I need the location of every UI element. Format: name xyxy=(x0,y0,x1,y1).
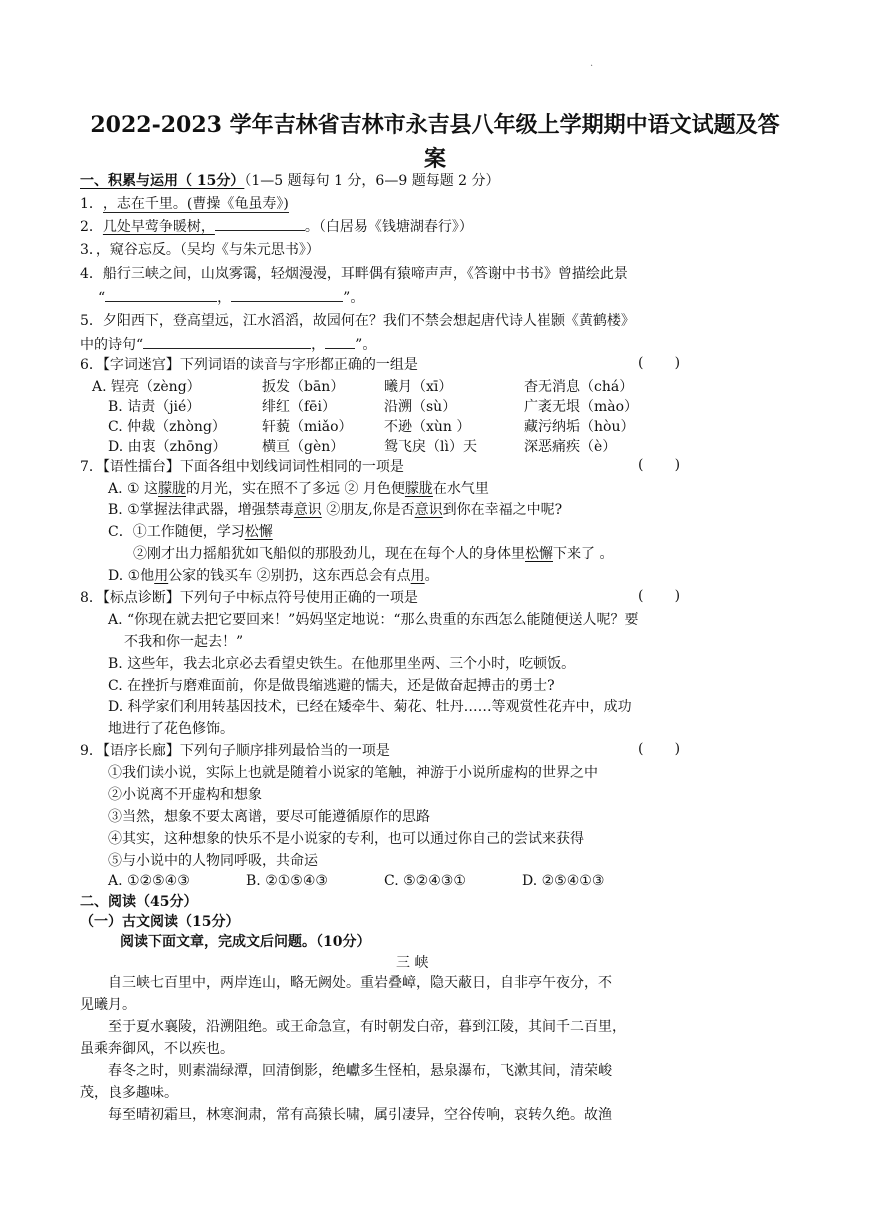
section1-note: （1—5 题每句 1 分，6—9 题每题 2 分） xyxy=(244,173,500,189)
question-5-line-2 xyxy=(80,334,376,355)
q4-blank-1[interactable] xyxy=(105,287,217,302)
q3-text: ，窥谷忘反。（吴均《与朱元思书》） xyxy=(95,242,320,258)
q7-b-part: 到你在幸福之中呢? xyxy=(442,502,563,518)
q6-c-2: 轩藐（miǎo） xyxy=(262,419,353,435)
q7-b-underlined-1: 意识 xyxy=(293,502,322,518)
q7-c-underlined-1: 松懈 xyxy=(244,524,273,540)
q7-a-part: 在水气里 xyxy=(432,481,489,497)
q9-item-1: ①我们读小说，实际上也就是随着小说家的笔触，神游于小说所虚构的世界之中 xyxy=(108,765,598,781)
q9-option-d: D. ②⑤④①③ xyxy=(522,873,605,889)
q6-answer-paren[interactable]: ( ) xyxy=(638,355,681,371)
q6-a-1: A. 锃亮（zèng） xyxy=(92,379,201,395)
q6-c-3: 不逊（xùn ） xyxy=(384,419,471,435)
q3-number: 3． xyxy=(80,242,96,258)
q8-answer-paren[interactable]: ( ) xyxy=(638,588,681,604)
q7-c-part: 下来了 。 xyxy=(553,546,614,562)
q9-answer-paren[interactable]: ( ) xyxy=(638,741,681,757)
q6-d-3: 鸳飞戾（lì）天 xyxy=(384,439,477,455)
q6-a-2: 扳发（bān） xyxy=(262,379,345,395)
title-line-1: 2022-2023 学年吉林省吉林市永吉县八年级上学期期中语文试题及答 xyxy=(90,112,780,138)
q6-d-2: 横亘（gèn） xyxy=(262,439,345,455)
q1-text: ，志在千里。(曹操《龟虽寿》) xyxy=(102,196,289,212)
q7-b-part: ②朋友,你是否 xyxy=(321,502,415,518)
question-6-stem: 6．【字词迷宫】下列词语的读音与字形都正确的一组是 xyxy=(80,357,418,373)
q7-d-part: 。 xyxy=(424,568,439,584)
q2-text-a: 几处早莺争暖树， xyxy=(102,219,215,235)
q2-blank[interactable] xyxy=(215,216,305,231)
q7-option-a xyxy=(108,479,489,499)
q7-option-c-1 xyxy=(108,522,273,542)
q9-option-c: C. ⑤②④③① xyxy=(384,873,466,889)
question-1 xyxy=(80,193,289,214)
q9-option-a: A. ①②⑤④③ xyxy=(108,873,190,889)
q2-text-b: 。（白居易《钱塘湖春行》） xyxy=(304,219,473,235)
section1-heading: 一、积累与运用（ 15分） xyxy=(80,173,245,189)
q7-c-part: ②刚才出力摇船犹如飞船似的那股劲儿，现在在每个人的身体里 xyxy=(133,546,525,562)
q8-option-a-1: A. “你现在就去把它要回来！”妈妈坚定地说：“那么贵重的东西怎么能随便送人呢？要 xyxy=(108,612,639,628)
q5-blank-2[interactable] xyxy=(325,334,355,349)
title-line-2: 案 xyxy=(423,146,446,172)
q7-d-underlined-2: 用 xyxy=(410,568,425,584)
question-5-line-1: 5．夕阳西下，登高望远，江水滔滔，故园何在？我们不禁会想起唐代诗人崔颢《黄鹤楼》 xyxy=(80,313,635,329)
question-3 xyxy=(80,240,320,260)
q4-open-quote: “ xyxy=(98,290,106,306)
passage-line: 见曦月。 xyxy=(80,997,136,1013)
q7-d-part: 公家的钱买车 ②别扔，这东西总会有点 xyxy=(168,568,411,584)
q4-close-quote: ”。 xyxy=(343,290,365,306)
q5-blank-1[interactable] xyxy=(143,334,311,349)
q6-b-4: 广袤无垠（mào） xyxy=(524,399,639,415)
q5-prefix: 中的诗句“ xyxy=(80,337,144,353)
q4-comma: ， xyxy=(217,290,232,306)
passage-title: 三 峡 xyxy=(396,955,429,971)
question-4-line-1: 4．船行三峡之间，山岚雾霭，轻烟漫漫，耳畔偶有猿啼声声，《答谢中书书》曾描绘此景 xyxy=(80,266,628,282)
q9-item-4: ④其实，这种想象的快乐不是小说家的专利，也可以通过你自己的尝试来获得 xyxy=(108,831,584,847)
passage-line: 至于夏水襄陵，沿溯阻绝。或王命急宣，有时朝发白帝，暮到江陵，其间千二百里， xyxy=(108,1019,626,1035)
section2-instruction: 阅读下面文章，完成文后问题。（10分） xyxy=(120,934,371,950)
q9-item-3: ③当然，想象不要太离谱，要尽可能遵循原作的思路 xyxy=(108,809,430,825)
header-dot: . xyxy=(590,58,594,69)
q6-a-3: 曦月（xī） xyxy=(384,379,453,395)
q7-option-b xyxy=(108,500,562,520)
q8-option-a-2: 不我和你一起去！” xyxy=(124,634,244,650)
q6-d-1: D. 由衷（zhōng） xyxy=(108,439,227,455)
q8-option-d-1: D. 科学家们利用转基因技术，已经在矮牵牛、菊花、牡丹……等观赏性花卉中，成功 xyxy=(108,699,632,715)
q9-item-5: ⑤与小说中的人物同呼吸，共命运 xyxy=(108,853,318,869)
q6-a-4: 杳无消息（chá） xyxy=(524,379,634,395)
q5-comma: ， xyxy=(311,337,326,353)
q8-option-c: C. 在挫折与磨难面前，你是做畏缩逃避的懦夫，还是做奋起搏击的勇士? xyxy=(108,678,555,694)
q6-b-1: B. 诘责（jié） xyxy=(108,399,201,415)
q8-option-b: B. 这些年，我去北京必去看望史铁生。在他那里坐两、三个小时，吃顿饭。 xyxy=(108,656,576,672)
q7-d-part: D. ①他 xyxy=(108,568,155,584)
passage-line: 自三峡七百里中，两岸连山，略无阙处。重岩叠嶂，隐天蔽日，自非亭午夜分，不 xyxy=(108,975,612,991)
passage-line: 茂，良多趣味。 xyxy=(80,1085,178,1101)
q7-d-underlined-1: 用 xyxy=(154,568,169,584)
section1-heading-line xyxy=(80,171,500,191)
q4-blank-2[interactable] xyxy=(231,287,343,302)
question-2 xyxy=(80,216,473,237)
q6-b-3: 沿溯（sù） xyxy=(384,399,457,415)
passage-line: 虽乘奔御风，不以疾也。 xyxy=(80,1041,234,1057)
q6-c-4: 藏污纳垢（hòu） xyxy=(524,419,635,435)
q1-number: 1． xyxy=(80,196,103,212)
q7-c-underlined-2: 松懈 xyxy=(525,546,553,562)
section2-sub-heading: （一）古文阅读（15分） xyxy=(80,914,240,930)
question-9-stem: 9．【语序长廊】下列句子顺序排列最恰当的一项是 xyxy=(80,743,390,759)
section2-heading: 二、阅读（45分） xyxy=(80,894,198,910)
q7-option-c-2 xyxy=(133,544,613,564)
q8-option-d-2: 地进行了花色修饰。 xyxy=(108,721,234,737)
q9-item-2: ②小说离不开虚构和想象 xyxy=(108,787,262,803)
q7-answer-paren[interactable]: ( ) xyxy=(638,457,681,473)
question-4-line-2 xyxy=(98,287,364,308)
q5-close-quote: ”。 xyxy=(355,337,377,353)
q7-option-d xyxy=(108,566,439,586)
q9-option-b: B. ②①⑤④③ xyxy=(246,873,328,889)
q7-a-underlined-1: 朦胧 xyxy=(158,481,187,497)
q6-d-4: 深恶痛疾（è） xyxy=(524,439,617,455)
question-7-stem: 7．【语性擂台】下面各组中划线词词性相同的一项是 xyxy=(80,459,404,475)
q6-c-1: C. 仲裁（zhòng） xyxy=(108,419,226,435)
q6-b-2: 绯红（fēi） xyxy=(262,399,336,415)
q2-number: 2． xyxy=(80,219,103,235)
q7-a-part: 的月光，实在照不了多远 ② 月色便 xyxy=(186,481,405,497)
q7-c-part: C．①工作随便，学习 xyxy=(108,524,245,540)
q7-b-part: B. ①掌握法律武器，增强禁毒 xyxy=(108,502,294,518)
question-8-stem: 8．【标点诊断】下列句子中标点符号使用正确的一项是 xyxy=(80,590,418,606)
passage-line: 春冬之时，则素湍绿潭，回清倒影，绝巘多生怪柏，悬泉瀑布，飞漱其间，清荣峻 xyxy=(108,1063,612,1079)
q7-b-underlined-2: 意识 xyxy=(414,502,443,518)
passage-line: 每至晴初霜旦，林寒涧肃，常有高猿长啸，属引凄异，空谷传响，哀转久绝。故渔 xyxy=(108,1107,612,1123)
document-title xyxy=(60,108,810,176)
q7-a-part: A. ① 这 xyxy=(108,481,159,497)
q7-a-underlined-2: 朦胧 xyxy=(404,481,433,497)
